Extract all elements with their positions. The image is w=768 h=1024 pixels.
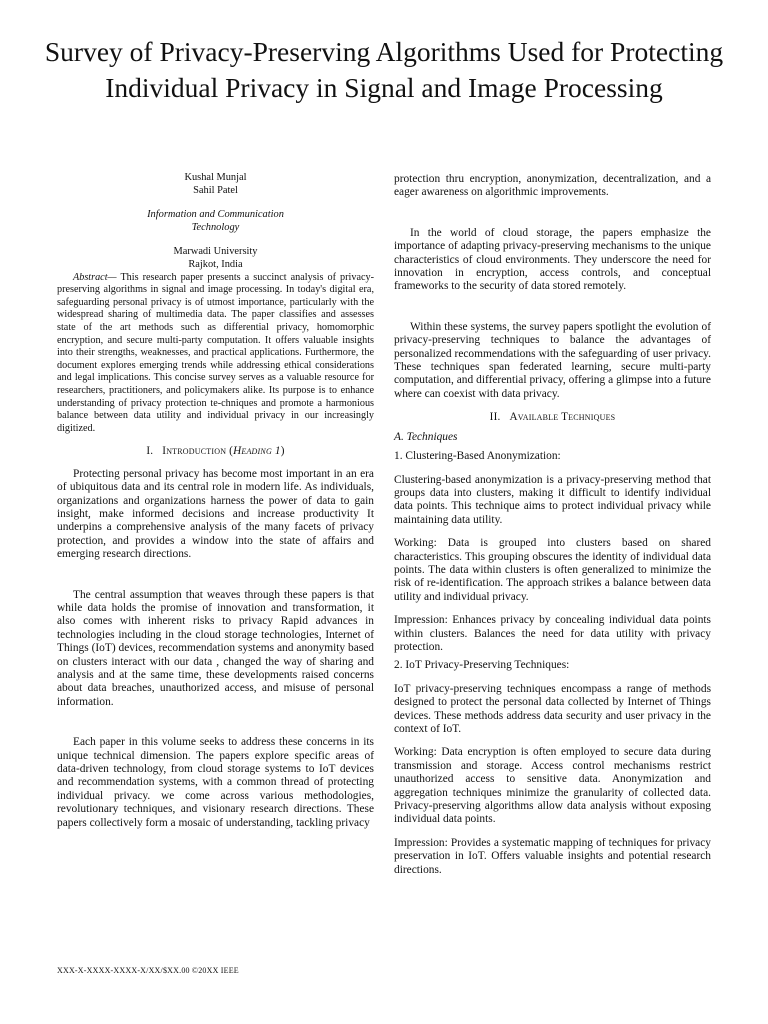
author-block: [57, 172, 374, 272]
body-paragraph: Within these systems, the survey papers spotlight the evolution of privacy-preserving techniques to balance the advantages of personalized recommendations with the safeguarding of user privacy. These techniques span federated learning, secure multi-party computation, and differential privacy, offering a glimpse into a future where can coexist with data privacy.: [394, 320, 711, 400]
intro-paragraph: Each paper in this volume seeks to address these concerns in its unique technical dimension. The papers explore specific areas of data-driven technology, from cloud storage systems to IoT devices and recommendation systems, with a common thread of protecting individual privacy. we come across various methodologies, revolutionary techniques, and visionary research directions. These papers collectively form a mosaic of understanding, tackling privacy: [57, 736, 374, 829]
technique-description: IoT privacy-preserving techniques encompass a range of methods designed to protect the personal data collected by Internet of Things devices. These methods address data security and user privacy in the context of IoT.: [394, 682, 711, 735]
technique-impression: Impression: Enhances privacy by concealing individual data points within clusters. Balances the need for data utility with privacy protection.: [394, 614, 711, 653]
section-heading-techniques: II. Available Techniques: [489, 411, 616, 424]
abstract-text: This research paper presents a succinct analysis of privacy-preserving algorithms in signal and image processing. In today's digital era, safeguarding personal privacy is of utmost importance, particularly with the widespread sharing of multimedia data. The paper classifies and assesses state of the art methods such as differential privacy, homomorphic encryption, and secure multi-party computation. It offers valuable insights into their strengths, weaknesses, and practical applications. Furthermore, the document explores emerging trends while addressing ethical considerations and legal implications. This concise survey serves as a valuable resource for researchers, practitioners, and policymakers alike. Its purpose is to enhance understanding of privacy protection te-chniques and promote a harmonious balance between data utility and individual privacy in our increasingly digitized.: [57, 271, 374, 434]
section-heading-introduction: I. Introduction (Heading 1): [146, 445, 285, 458]
abstract-label: Abstract—: [73, 271, 117, 283]
author-location: Rajkot, India: [188, 258, 243, 270]
author-name: Kushal Munjal: [184, 172, 247, 183]
subsection-heading: A. Techniques: [394, 430, 458, 443]
technique-impression: Impression: Provides a systematic mapping of techniques for privacy preservation in IoT. Offers valuable insights and potential research directions.: [394, 836, 711, 876]
technique-title: 2. IoT Privacy-Preserving Techniques:: [394, 659, 570, 672]
technique-description: Clustering-based anonymization is a privacy-preserving method that groups data into clusters, making it difficult to identify individual data points. This technique aims to protect individual privacy while maintaining data utility.: [394, 473, 711, 526]
body-paragraph: protection thru encryption, anonymization, decentralization, and a eager awareness on algorithmic improvements.: [394, 173, 711, 199]
author-name: Sahil Patel: [193, 184, 238, 196]
copyright-footer: XXX-X-XXXX-XXXX-X/XX/$XX.00 ©20XX IEEE: [57, 966, 239, 975]
technique-working: Working: Data is grouped into clusters based on shared characteristics. This grouping obscures the identity of individual data points. The data within clusters is often generalized to minimize the risk of re-identification. The approach strikes a balance between data utility and individual privacy.: [394, 537, 711, 603]
left-column: [57, 172, 374, 830]
author-department: Information and Communication: [147, 209, 284, 221]
author-department: Technology: [191, 221, 240, 233]
right-column: [394, 173, 711, 887]
abstract: [57, 272, 374, 436]
intro-paragraph: The central assumption that weaves through these papers is that while data holds the promise of innovation and transformation, it also comes with inherent risks to privacy Rapid advances in technologies including in the cloud storage technologies, Internet of Things (IoT) devices, recommendation systems and anonymity based on clusters interact with our data , changed the way of sharing and analysis and at the same time, these developments raised concerns about data breaches, unauthorized access, and misuse of personal information.: [57, 588, 374, 708]
technique-working: Working: Data encryption is often employed to secure data during transmission and storage. Access control mechanisms restrict unauthorized access to sensitive data. Anonymization and aggregation techniques minimize the granularity of collected data. Privacy-preserving algorithms allow data analysis without exposing individual data points.: [394, 746, 711, 826]
technique-title: 1. Clustering-Based Anonymization:: [394, 450, 561, 463]
paper-title: Survey of Privacy-Preserving Algorithms Used for Protecting Individual Privacy in Signal and Image Processing: [44, 36, 724, 103]
author-university: Marwadi University: [173, 246, 258, 258]
intro-paragraph: Protecting personal privacy has become most important in an era of ubiquitous data and its central role in modern life. As individuals, organizations and organizations harness the power of data to gain insight, make informed decisions and increase productivity It underpins a comprehensive analysis of the many facets of privacy protection, and provides a window into the state of affairs and emerging research directions.: [57, 467, 374, 561]
body-paragraph: In the world of cloud storage, the papers emphasize the importance of adapting privacy-preserving mechanisms to the unique characteristics of cloud environments. They underscore the need for innovation in encryption, access controls, and conceptual frameworks to the security of data stored remotely.: [394, 226, 711, 293]
